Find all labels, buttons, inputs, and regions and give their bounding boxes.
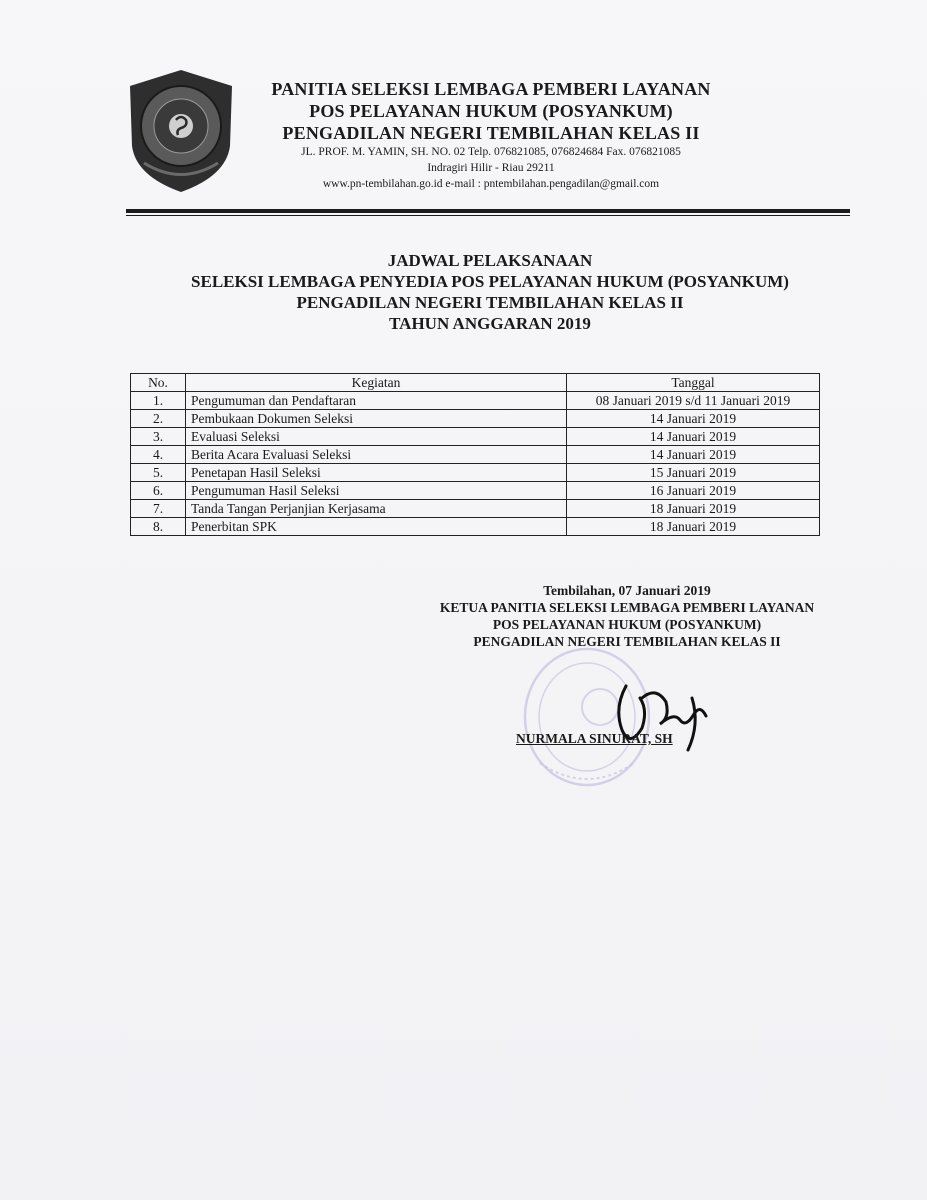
signer-role-3: PENGADILAN NEGERI TEMBILAHAN KELAS II — [473, 634, 781, 649]
signer-role-2: POS PELAYANAN HUKUM (POSYANKUM) — [492, 617, 762, 632]
row-activity: Evaluasi Seleksi — [186, 428, 567, 446]
row-no: 4. — [131, 446, 186, 464]
row-activity: Pengumuman Hasil Seleksi — [186, 482, 567, 500]
row-activity: Pengumuman dan Pendaftaran — [186, 392, 567, 410]
court-emblem-icon — [126, 68, 236, 194]
table-row — [131, 392, 820, 410]
title-line-1: JADWAL PELAKSANAAN — [387, 251, 593, 270]
row-no: 3. — [131, 428, 186, 446]
signer-role-1: KETUA PANITIA SELEKSI LEMBAGA PEMBERI LAYANAN — [439, 600, 815, 615]
letterhead-court: PENGADILAN NEGERI TEMBILAHAN KELAS II — [282, 123, 700, 143]
row-date: 14 Januari 2019 — [567, 446, 820, 464]
table-row — [131, 464, 820, 482]
row-no: 7. — [131, 500, 186, 518]
title-line-3: PENGADILAN NEGERI TEMBILAHAN KELAS II — [296, 293, 684, 312]
letterhead — [236, 78, 746, 192]
table-row — [131, 446, 820, 464]
place-date: Tembilahan, 07 Januari 2019 — [543, 583, 711, 598]
row-date: 18 Januari 2019 — [567, 518, 820, 536]
table-row — [131, 428, 820, 446]
header-no: No. — [131, 374, 186, 392]
row-date: 16 Januari 2019 — [567, 482, 820, 500]
table-row — [131, 410, 820, 428]
row-no: 8. — [131, 518, 186, 536]
row-no: 2. — [131, 410, 186, 428]
row-activity: Tanda Tangan Perjanjian Kerjasama — [186, 500, 567, 518]
letterhead-web-email: www.pn-tembilahan.go.id e-mail : pntembilahan.pengadilan@gmail.com — [322, 178, 660, 190]
letterhead-committee: PANITIA SELEKSI LEMBAGA PEMBERI LAYANAN — [271, 79, 711, 99]
schedule-table — [130, 373, 820, 536]
signer-name: NURMALA SINURAT, SH — [516, 731, 673, 746]
letterhead-address: JL. PROF. M. YAMIN, SH. NO. 02 Telp. 076821085, 076824684 Fax. 076821085 — [301, 146, 681, 158]
row-date: 08 Januari 2019 s/d 11 Januari 2019 — [567, 392, 820, 410]
letterhead-region: Indragiri Hilir - Riau 29211 — [427, 162, 555, 174]
row-date: 14 Januari 2019 — [567, 410, 820, 428]
title-line-2: SELEKSI LEMBAGA PENYEDIA POS PELAYANAN HUKUM (POSYANKUM) — [191, 272, 789, 291]
row-activity: Pembukaan Dokumen Seleksi — [186, 410, 567, 428]
signature-block — [398, 582, 856, 650]
row-no: 1. — [131, 392, 186, 410]
header-date: Tanggal — [567, 374, 820, 392]
row-date: 14 Januari 2019 — [567, 428, 820, 446]
row-date: 15 Januari 2019 — [567, 464, 820, 482]
row-no: 5. — [131, 464, 186, 482]
row-activity: Penerbitan SPK — [186, 518, 567, 536]
header-divider — [126, 209, 850, 213]
row-activity: Berita Acara Evaluasi Seleksi — [186, 446, 567, 464]
table-header-row — [131, 374, 820, 392]
title-line-4: TAHUN ANGGARAN 2019 — [389, 314, 591, 333]
header-activity: Kegiatan — [186, 374, 567, 392]
signer-name-line — [516, 731, 673, 747]
header-divider-thin — [126, 215, 850, 216]
table-row — [131, 500, 820, 518]
document-title — [90, 250, 890, 334]
table-row — [131, 482, 820, 500]
letterhead-posyankum: POS PELAYANAN HUKUM (POSYANKUM) — [309, 101, 673, 121]
row-no: 6. — [131, 482, 186, 500]
row-activity: Penetapan Hasil Seleksi — [186, 464, 567, 482]
row-date: 18 Januari 2019 — [567, 500, 820, 518]
table-row — [131, 518, 820, 536]
